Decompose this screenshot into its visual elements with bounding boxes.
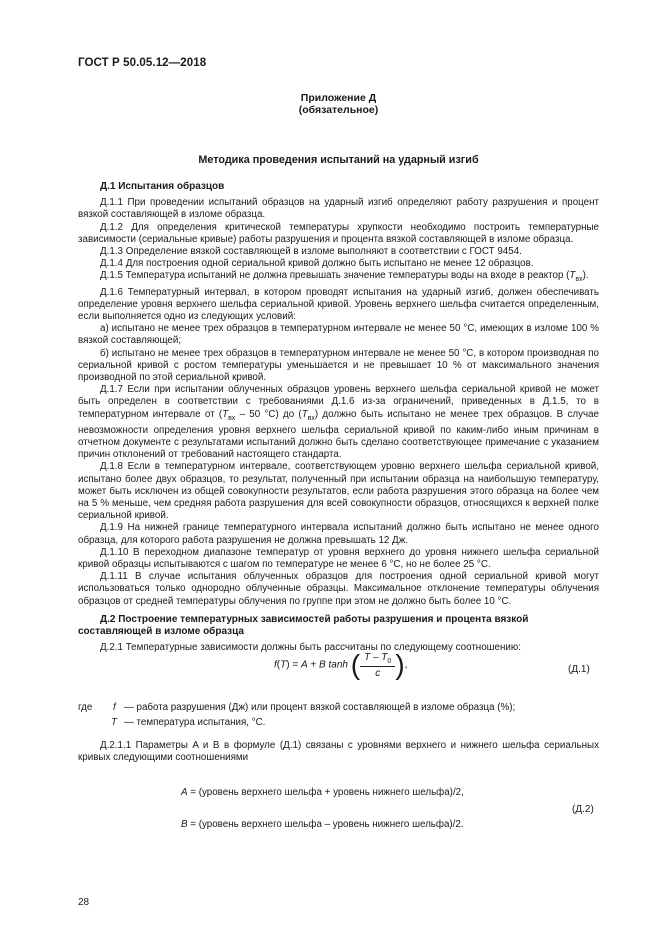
paragraph-d1-8: Д.1.8 Если в температурном интервале, соответствующем уровню верхнего шельфа сериальной кривой, испытано более двух образцов, то результат, полученный при испытании образца на наибольшую температуру, может быть исключен из общей совокупности результатов, если работа разрушения этого образца на более чем на 5 % меньше, чем средняя работа разрушения для всей совокупности образцов, относящихся к верхней полке сериальной кривой. [78, 461, 599, 522]
formula-d1-fraction: $\frac{T - T_0}{c}$ [360, 652, 395, 679]
equation-number-d1: (Д.1) [568, 664, 590, 675]
section-heading-d1: Д.1 Испытания образцов [100, 181, 225, 192]
paragraph-d2-1: Д.2.1 Температурные зависимости должны быть рассчитаны по следующему соотношению: [100, 642, 521, 654]
paragraph-d1-6: Д.1.6 Температурный интервал, в котором проводят испытания на ударный изгиб, должен обеспечивать определение уровня верхнего шельфа сериальной кривой. Уровень верхнего шельфа считается определенным, если выполняется одно из следующих условий: [78, 286, 599, 322]
section-heading-d2: Д.2 Построение температурных зависимостей работы разрушения и процента вязкой составляющей в изломе образца [78, 613, 529, 638]
document-header: ГОСТ Р 50.05.12—2018 [78, 57, 207, 69]
paragraph-d1-5: Д.1.5 Температура испытаний не должна превышать значение температуры воды на входе в реактор $(T_{вх})$. [100, 270, 589, 284]
legend-t-symbol: T [111, 717, 117, 728]
formula-d2-a: A = (уровень верхнего шельфа + уровень нижнего шельфа)/2, [181, 787, 464, 798]
paragraph-d1-7: Д.1.7 Если при испытании облученных образцов уровень верхнего шельфа сериальной кривой не может быть определен в соответствии с требованиями Д.1.6 из-за ограничений, приведенных в Д.1.5, то в температурном интервале от ($T_{вх} - 50$ °С) до $(T_{вх})$ должно быть испытано не менее трех образцов. В случае невозможности определения уровня верхнего шельфа сериальной кривой по каким-либо иным причинам в отчетном документе с результатами испытаний должно быть сделано соответствующее примечание с указанием причин отклонений от требований настоящего стандарта. [78, 384, 599, 461]
paragraph-d1-6b: б) испытано не менее трех образцов в температурном интервале не менее 50 °С, в котором производная по сериальной кривой с ростом температуры уменьшается и не превышает 10 % от максимального значения производной по этой сериальной кривой. [78, 347, 599, 383]
formula-d1: f(T) = A + B tanh ( $\frac{T - T_0}{c}$ ), [274, 649, 408, 680]
paragraph-d1-6a: а) испытано не менее трех образцов в температурном интервале не менее 50 °С, имеющих в изломе 100 % вязкой составляющей; [78, 323, 599, 347]
page-number: 28 [78, 897, 90, 908]
equation-number-d2: (Д.2) [572, 804, 594, 815]
legend-f-symbol: f [113, 702, 116, 713]
paragraph-d2-1-1-block [78, 740, 599, 764]
paragraph-d1-10: Д.1.10 В переходном диапазоне температур от уровня верхнего до уровня нижнего шельфа сериальной кривой образцы испытываются с шагом по температуре не менее 6 °С, но не более 25 °С. [78, 546, 599, 570]
legend-f-text: — работа разрушения (Дж) или процент вязкой составляющей в изломе образца (%); [124, 702, 516, 713]
paragraph-d1-9: Д.1.9 На нижней границе температурного интервала испытаний должно быть испытано не менее одного образца, для которого работа разрушения не должна превышать 12 Дж. [78, 522, 599, 546]
formula-d1-lhs: f(T) = A + B tanh [274, 659, 348, 671]
appendix-status: (обязательное) [298, 104, 379, 116]
paragraph-d1-4: Д.1.4 Для построения одной сериальной кривой должно быть испытано не менее 12 образцов. [100, 258, 534, 270]
paragraph-d1-1: Д.1.1 При проведении испытаний образцов на ударный изгиб определяют работу разрушения и процент вязкой составляющей в изломе образца. [78, 197, 599, 221]
main-title: Методика проведения испытаний на ударный изгиб [198, 154, 479, 166]
appendix-title: Приложение Д [300, 92, 377, 104]
paragraph-d1-2: Д.1.2 Для определения критической температуры хрупкости необходимо построить температурные зависимости (сериальные кривые) работы разрушения и процента вязкой составляющей в изломе образца. [78, 221, 599, 245]
legend-where: где [78, 702, 93, 713]
paragraph-d1-3: Д.1.3 Определение вязкой составляющей в изломе выполняют в соответствии с ГОСТ 9454. [100, 246, 522, 258]
body-text [78, 181, 599, 654]
paragraph-d2-1-1: Д.2.1.1 Параметры A и B в формуле (Д.1) связаны с уровнями верхнего и нижнего шельфа сериальных кривых следующими соотношениями [78, 740, 599, 764]
paragraph-d1-11: Д.1.11 В случае испытания облученных образцов для построения одной сериальной кривой могут использоваться только однородно облученные образцы. Максимальное отклонение температуры облучения образцов от средней температуры облучения по группе при этом не должно быть более 10 °С. [78, 571, 599, 607]
formula-d2-b: B = (уровень верхнего шельфа – уровень нижнего шельфа)/2. [181, 819, 464, 830]
legend-t-text: — температура испытания, °С. [124, 717, 266, 728]
